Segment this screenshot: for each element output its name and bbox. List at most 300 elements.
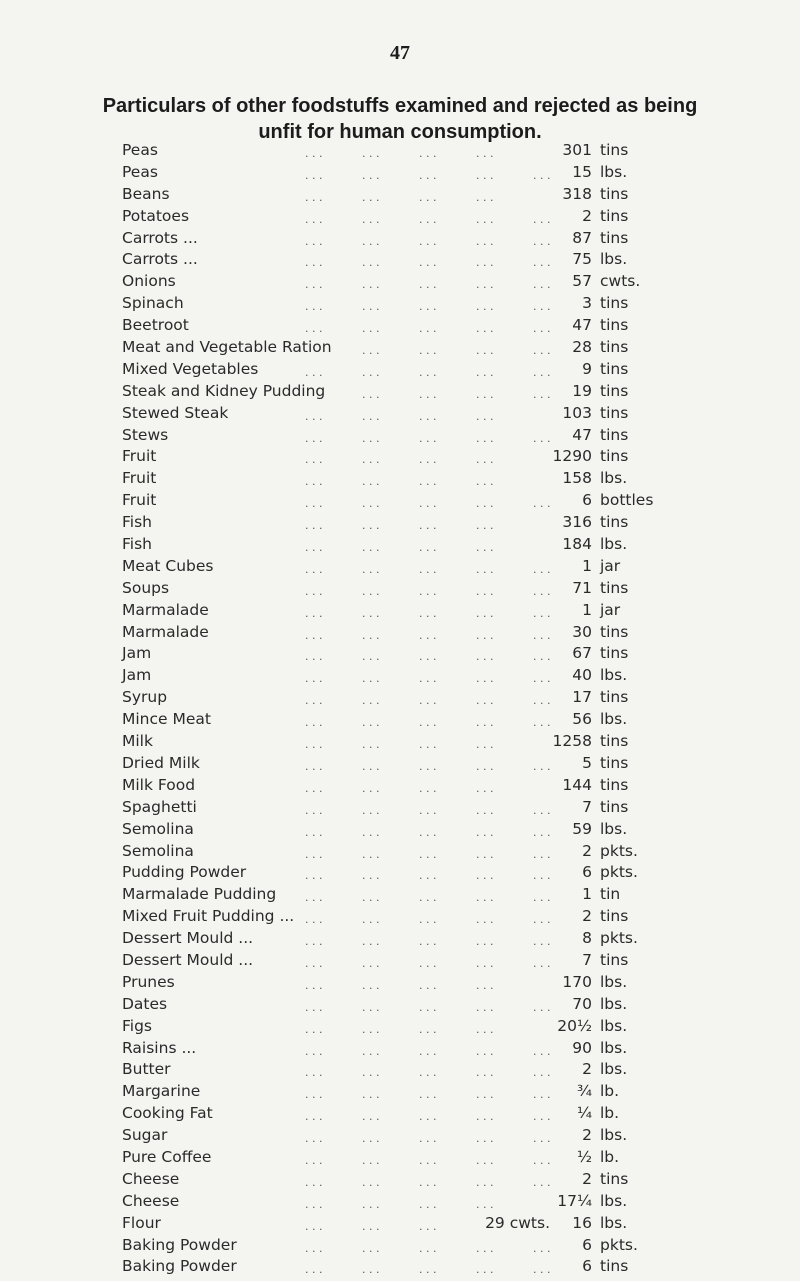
item-quantity: 6 [582, 1235, 592, 1254]
dot-leader: . . . [362, 344, 380, 358]
item-unit: tins [600, 578, 629, 597]
item-name: Stews [122, 425, 169, 444]
item-quantity: 1 [582, 556, 592, 575]
item-unit: tins [600, 316, 629, 335]
item-name: Prunes [122, 972, 175, 991]
dot-leader: . . . [476, 781, 494, 795]
item-name: Dried Milk [122, 753, 200, 772]
dot-leader: . . . [305, 650, 323, 664]
dot-leader: . . . [419, 1088, 437, 1102]
dot-leader: . . . [476, 759, 494, 773]
dot-leader: . . . [419, 1197, 437, 1211]
dot-leader: . . . [419, 891, 437, 905]
dot-leader: . . . [305, 562, 323, 576]
item-quantity: 71 [572, 578, 592, 597]
dot-leader: . . . [362, 891, 380, 905]
item-unit: lbs. [600, 666, 628, 685]
dot-leader: . . . [476, 1000, 494, 1014]
dot-leader: . . . [419, 322, 437, 336]
item-name: Fruit [122, 491, 157, 510]
dot-leader: . . . [533, 497, 551, 511]
dot-leader: . . . [419, 1044, 437, 1058]
dot-leader: . . . [419, 387, 437, 401]
dot-leader: . . . [419, 365, 437, 379]
dot-leader: . . . [419, 453, 437, 467]
foodstuffs-list [0, 140, 800, 1278]
list-item [0, 1213, 800, 1235]
list-item [0, 884, 800, 906]
item-quantity: 15 [572, 162, 592, 181]
dot-leader: . . . [419, 584, 437, 598]
item-name: Jam [122, 644, 152, 663]
list-item [0, 446, 800, 468]
item-quantity: 75 [572, 250, 592, 269]
dot-leader: . . . [419, 212, 437, 226]
list-item [0, 293, 800, 315]
item-unit: tins [600, 141, 629, 159]
list-item [0, 1191, 800, 1213]
dot-leader: . . . [476, 365, 494, 379]
item-name: Peas [122, 141, 158, 159]
dot-leader: . . . [305, 978, 323, 992]
dot-leader: . . . [476, 606, 494, 620]
dot-leader: . . . [533, 278, 551, 292]
dot-leader: . . . [533, 256, 551, 270]
dot-leader: . . . [533, 716, 551, 730]
item-name: Mixed Vegetables [122, 359, 259, 378]
item-name: Butter [122, 1060, 171, 1079]
dot-leader: . . . [362, 256, 380, 270]
item-quantity: 8 [582, 929, 592, 948]
dot-leader: . . . [419, 606, 437, 620]
dot-leader: . . . [305, 1153, 323, 1167]
dot-leader: . . . [362, 1000, 380, 1014]
item-quantity: 87 [572, 228, 592, 247]
item-unit: bottles [600, 491, 654, 510]
dot-leader: . . . [305, 672, 323, 686]
item-name: Margarine [122, 1082, 201, 1101]
item-unit: lbs. [600, 1126, 628, 1145]
dot-leader: . . . [419, 431, 437, 445]
dot-leader: . . . [419, 672, 437, 686]
dot-leader: . . . [476, 650, 494, 664]
dot-leader: . . . [476, 256, 494, 270]
dot-leader: . . . [305, 1132, 323, 1146]
item-quantity: 40 [572, 666, 592, 685]
dot-leader: . . . [476, 956, 494, 970]
dot-leader: . . . [305, 1219, 323, 1233]
dot-leader: . . . [476, 300, 494, 314]
item-unit: tins [600, 797, 629, 816]
dot-leader: . . . [362, 278, 380, 292]
list-item [0, 1016, 800, 1038]
dot-leader: . . . [533, 1044, 551, 1058]
dot-leader: . . . [362, 869, 380, 883]
dot-leader: . . . [476, 694, 494, 708]
list-item [0, 403, 800, 425]
item-prefix-quantity: 29 cwts. [485, 1213, 550, 1232]
dot-leader: . . . [419, 1175, 437, 1189]
item-unit: tins [600, 688, 629, 707]
dot-leader: . . . [305, 913, 323, 927]
item-unit: tins [600, 513, 629, 532]
list-item [0, 775, 800, 797]
list-item [0, 753, 800, 775]
dot-leader: . . . [533, 650, 551, 664]
dot-leader: . . . [476, 168, 494, 182]
page-number: 47 [390, 42, 410, 64]
item-name: Spaghetti [122, 797, 197, 816]
item-name: Marmalade [122, 622, 209, 641]
dot-leader: . . . [362, 694, 380, 708]
dot-leader: . . . [419, 978, 437, 992]
dot-leader: . . . [533, 891, 551, 905]
item-quantity: 70 [572, 994, 592, 1013]
dot-leader: . . . [305, 1197, 323, 1211]
dot-leader: . . . [476, 497, 494, 511]
item-quantity: 17 [572, 688, 592, 707]
dot-leader: . . . [305, 1022, 323, 1036]
list-item [0, 271, 800, 293]
dot-leader: . . . [305, 1263, 323, 1277]
item-name: Semolina [122, 841, 194, 860]
item-unit: cwts. [600, 272, 641, 291]
dot-leader: . . . [476, 519, 494, 533]
item-unit: tins [600, 1169, 629, 1188]
item-unit: lb. [600, 1104, 620, 1123]
item-quantity: 1290 [552, 447, 592, 466]
dot-leader: . . . [305, 300, 323, 314]
dot-leader: . . . [476, 913, 494, 927]
dot-leader: . . . [476, 344, 494, 358]
dot-leader: . . . [476, 1263, 494, 1277]
dot-leader: . . . [305, 694, 323, 708]
dot-leader: . . . [419, 781, 437, 795]
list-item [0, 1256, 800, 1278]
item-quantity: 2 [582, 1126, 592, 1145]
dot-leader: . . . [419, 738, 437, 752]
list-item [0, 841, 800, 863]
item-quantity: 6 [582, 863, 592, 882]
dot-leader: . . . [533, 168, 551, 182]
dot-leader: . . . [362, 147, 380, 160]
list-item [0, 1125, 800, 1147]
dot-leader: . . . [362, 1219, 380, 1233]
item-quantity: 301 [562, 141, 592, 159]
dot-leader: . . . [362, 781, 380, 795]
item-quantity: 103 [562, 403, 592, 422]
dot-leader: . . . [362, 1066, 380, 1080]
dot-leader: . . . [476, 431, 494, 445]
item-unit: lbs. [600, 819, 628, 838]
dot-leader: . . . [419, 935, 437, 949]
dot-leader: . . . [305, 541, 323, 555]
dot-leader: . . . [305, 519, 323, 533]
dot-leader: . . . [305, 168, 323, 182]
dot-leader: . . . [476, 453, 494, 467]
dot-leader: . . . [362, 519, 380, 533]
dot-leader: . . . [305, 147, 323, 160]
dot-leader: . . . [419, 344, 437, 358]
dot-leader: . . . [533, 322, 551, 336]
list-item [0, 950, 800, 972]
dot-leader: . . . [476, 672, 494, 686]
list-item [0, 994, 800, 1016]
dot-leader: . . . [419, 475, 437, 489]
item-name: Soups [122, 578, 170, 597]
dot-leader: . . . [362, 168, 380, 182]
list-item [0, 359, 800, 381]
item-unit: lbs. [600, 250, 628, 269]
dot-leader: . . . [305, 409, 323, 423]
dot-leader: . . . [362, 190, 380, 204]
dot-leader: . . . [305, 1110, 323, 1124]
dot-leader: . . . [419, 825, 437, 839]
dot-leader: . . . [419, 519, 437, 533]
dot-leader: . . . [305, 825, 323, 839]
dot-leader: . . . [419, 759, 437, 773]
dot-leader: . . . [419, 409, 437, 423]
dot-leader: . . . [533, 847, 551, 861]
dot-leader: . . . [305, 1241, 323, 1255]
item-unit: tins [600, 775, 629, 794]
item-unit: tins [600, 228, 629, 247]
dot-leader: . . . [362, 913, 380, 927]
dot-leader: . . . [362, 1044, 380, 1058]
item-unit: tins [600, 644, 629, 663]
list-item [0, 184, 800, 206]
item-unit: lb. [600, 1082, 620, 1101]
dot-leader: . . . [476, 541, 494, 555]
dot-leader: . . . [533, 344, 551, 358]
dot-leader: . . . [533, 606, 551, 620]
dot-leader: . . . [362, 956, 380, 970]
dot-leader: . . . [362, 1175, 380, 1189]
item-unit: tins [600, 447, 629, 466]
list-item [0, 665, 800, 687]
dot-leader: . . . [305, 1044, 323, 1058]
dot-leader: . . . [305, 1000, 323, 1014]
dot-leader: . . . [362, 453, 380, 467]
dot-leader: . . . [362, 606, 380, 620]
item-name: Jam [122, 666, 152, 685]
list-item [0, 228, 800, 250]
item-quantity: 318 [562, 184, 592, 203]
item-name: Cheese [122, 1191, 180, 1210]
dot-leader: . . . [533, 387, 551, 401]
list-item [0, 140, 800, 162]
dot-leader: . . . [362, 1241, 380, 1255]
dot-leader: . . . [419, 1110, 437, 1124]
item-name: Mince Meat [122, 710, 211, 729]
item-quantity: 56 [572, 710, 592, 729]
dot-leader: . . . [476, 891, 494, 905]
item-unit: pkts. [600, 863, 638, 882]
item-name: Milk Food [122, 775, 196, 794]
item-name: Fish [122, 535, 152, 554]
item-quantity: 16 [572, 1213, 592, 1232]
item-unit: tins [600, 184, 629, 203]
item-unit: lbs. [600, 994, 628, 1013]
item-unit: tins [600, 359, 629, 378]
dot-leader: . . . [419, 1263, 437, 1277]
item-unit: tins [600, 732, 629, 751]
item-quantity: 2 [582, 841, 592, 860]
item-unit: lbs. [600, 535, 628, 554]
dot-leader: . . . [362, 672, 380, 686]
dot-leader: . . . [476, 1153, 494, 1167]
dot-leader: . . . [362, 541, 380, 555]
item-quantity: 47 [572, 316, 592, 335]
item-quantity: ¾ [576, 1082, 592, 1101]
list-item [0, 468, 800, 490]
dot-leader: . . . [305, 1175, 323, 1189]
item-unit: pkts. [600, 929, 638, 948]
dot-leader: . . . [419, 1241, 437, 1255]
dot-leader: . . . [362, 935, 380, 949]
dot-leader: . . . [476, 803, 494, 817]
list-item [0, 643, 800, 665]
dot-leader: . . . [305, 803, 323, 817]
dot-leader: . . . [419, 1132, 437, 1146]
dot-leader: . . . [305, 212, 323, 226]
dot-leader: . . . [533, 1241, 551, 1255]
item-name: Sugar [122, 1126, 168, 1145]
item-quantity: 7 [582, 797, 592, 816]
item-name: Pure Coffee [122, 1147, 212, 1166]
item-quantity: 1 [582, 885, 592, 904]
dot-leader: . . . [476, 212, 494, 226]
item-name: Beetroot [122, 316, 189, 335]
item-quantity: 1 [582, 600, 592, 619]
item-unit: lbs. [600, 710, 628, 729]
dot-leader: . . . [305, 365, 323, 379]
dot-leader: . . . [305, 606, 323, 620]
dot-leader: . . . [476, 738, 494, 752]
dot-leader: . . . [419, 1022, 437, 1036]
item-name: Syrup [122, 688, 168, 707]
list-item [0, 1081, 800, 1103]
item-unit: tins [600, 338, 629, 357]
item-name: Fruit [122, 447, 157, 466]
dot-leader: . . . [533, 956, 551, 970]
dot-leader: . . . [362, 1022, 380, 1036]
dot-leader: . . . [362, 847, 380, 861]
dot-leader: . . . [419, 716, 437, 730]
dot-leader: . . . [419, 300, 437, 314]
item-quantity: 7 [582, 950, 592, 969]
item-quantity: 17¼ [557, 1191, 592, 1210]
dot-leader: . . . [419, 628, 437, 642]
dot-leader: . . . [476, 1175, 494, 1189]
item-name: Beans [122, 184, 170, 203]
item-unit: jar [600, 556, 621, 575]
item-quantity: 9 [582, 359, 592, 378]
dot-leader: . . . [476, 147, 494, 160]
list-item [0, 1235, 800, 1257]
dot-leader: . . . [362, 212, 380, 226]
item-name: Cheese [122, 1169, 180, 1188]
dot-leader: . . . [305, 891, 323, 905]
dot-leader: . . . [533, 759, 551, 773]
list-item [0, 687, 800, 709]
dot-leader: . . . [419, 847, 437, 861]
dot-leader: . . . [419, 497, 437, 511]
item-name: Dessert Mould ... [122, 929, 254, 948]
list-item [0, 1147, 800, 1169]
dot-leader: . . . [305, 738, 323, 752]
dot-leader: . . . [533, 365, 551, 379]
dot-leader: . . . [362, 409, 380, 423]
dot-leader: . . . [476, 387, 494, 401]
dot-leader: . . . [419, 694, 437, 708]
dot-leader: . . . [476, 1110, 494, 1124]
dot-leader: . . . [533, 694, 551, 708]
dot-leader: . . . [362, 431, 380, 445]
dot-leader: . . . [362, 759, 380, 773]
list-item [0, 731, 800, 753]
dot-leader: . . . [419, 803, 437, 817]
dot-leader: . . . [419, 190, 437, 204]
dot-leader: . . . [419, 168, 437, 182]
item-unit: lbs. [600, 1038, 628, 1057]
list-item [0, 337, 800, 359]
item-name: Marmalade [122, 600, 209, 619]
item-unit: tins [600, 622, 629, 641]
list-item [0, 709, 800, 731]
dot-leader: . . . [419, 278, 437, 292]
item-unit: tins [600, 206, 629, 225]
list-item [0, 534, 800, 556]
list-item [0, 972, 800, 994]
item-quantity: 5 [582, 753, 592, 772]
dot-leader: . . . [419, 650, 437, 664]
item-name: Pudding Powder [122, 863, 247, 882]
list-item [0, 425, 800, 447]
item-unit: tins [600, 907, 629, 926]
dot-leader: . . . [362, 562, 380, 576]
item-unit: lbs. [600, 1213, 628, 1232]
dot-leader: . . . [476, 935, 494, 949]
item-unit: pkts. [600, 841, 638, 860]
dot-leader: . . . [362, 234, 380, 248]
page-heading [0, 93, 800, 145]
item-quantity: 2 [582, 1060, 592, 1079]
item-unit: tins [600, 1257, 629, 1276]
dot-leader: . . . [533, 431, 551, 445]
dot-leader: . . . [305, 956, 323, 970]
item-quantity: 6 [582, 1257, 592, 1276]
dot-leader: . . . [305, 869, 323, 883]
dot-leader: . . . [476, 1044, 494, 1058]
item-unit: tins [600, 381, 629, 400]
dot-leader: . . . [362, 803, 380, 817]
list-item [0, 819, 800, 841]
item-quantity: 20½ [557, 1016, 592, 1035]
item-quantity: ½ [576, 1147, 592, 1166]
item-name: Steak and Kidney Pudding [122, 381, 326, 400]
item-quantity: 316 [562, 513, 592, 532]
dot-leader: . . . [476, 847, 494, 861]
dot-leader: . . . [476, 1088, 494, 1102]
dot-leader: . . . [305, 584, 323, 598]
list-item [0, 162, 800, 184]
item-quantity: 2 [582, 907, 592, 926]
dot-leader: . . . [362, 738, 380, 752]
item-name: Carrots ... [122, 228, 198, 247]
item-quantity: 158 [562, 469, 592, 488]
dot-leader: . . . [419, 869, 437, 883]
